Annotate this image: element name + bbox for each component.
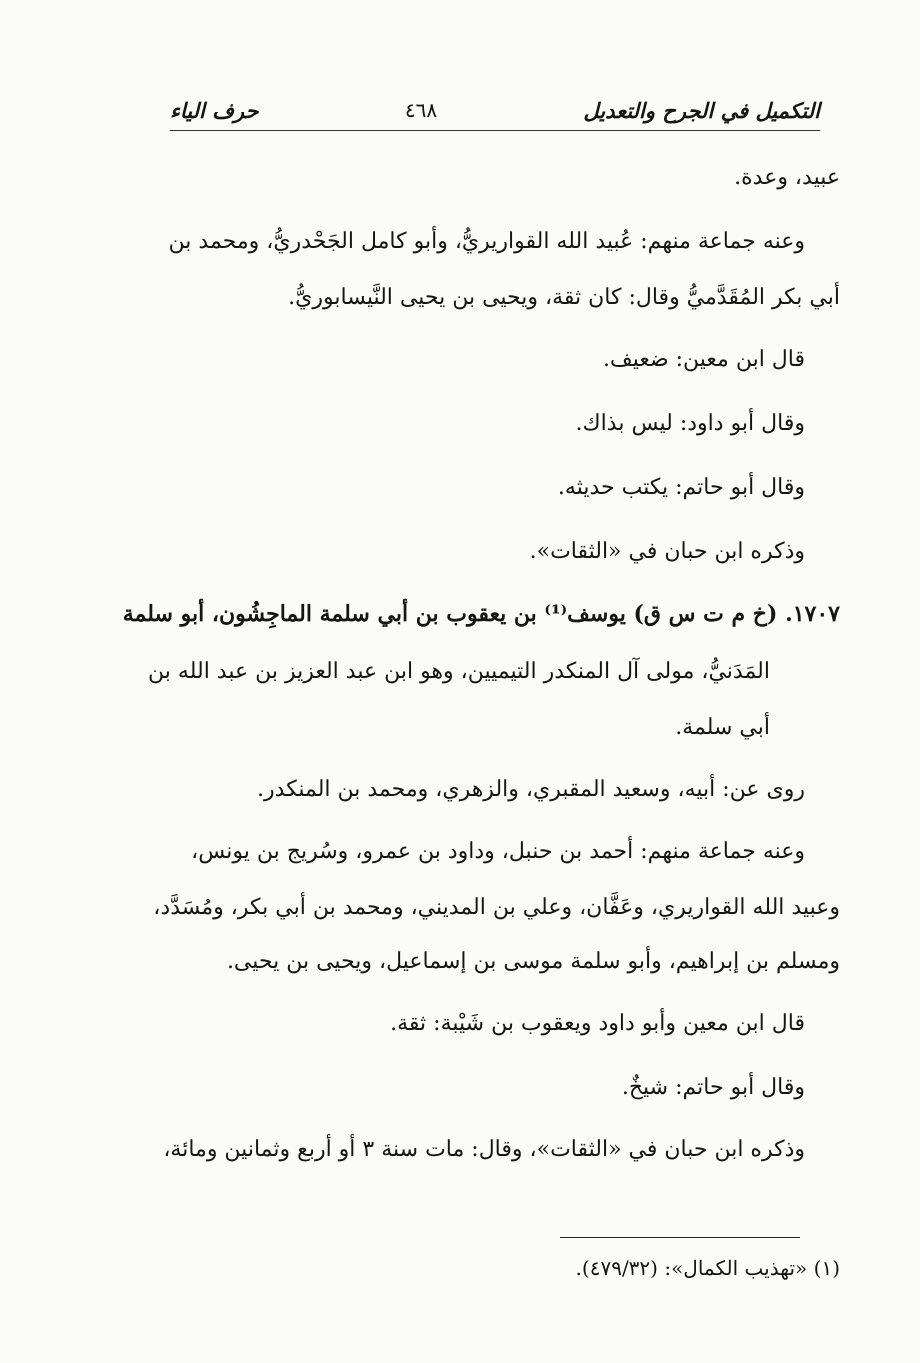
entry-heading: ١٧٠٧. (خ م ت س ق) يوسف⁽¹⁾ بن يعقوب بن أبي سلمة الماجِشُون، أبو سلمة (122, 601, 840, 627)
text-line: وذكره ابن حبان في «الثقات». (529, 539, 805, 564)
footnote: (١) «تهذيب الكمال»: (٤٧٩/٣٢). (575, 1256, 840, 1280)
text-line: روى عن: أبيه، وسعيد المقبري، والزهري، ومحمد بن المنكدر. (257, 777, 805, 802)
text-line: قال ابن معين وأبو داود ويعقوب بن شَيْبة: ثقة. (390, 1011, 805, 1036)
running-header (170, 90, 820, 131)
footnote-divider (560, 1237, 800, 1238)
text-line: وقال أبو حاتم: شيخٌ. (621, 1075, 805, 1100)
text-line: وعنه جماعة منهم: عُبيد الله القواريريُّ، وأبو كامل الجَحْدريُّ، ومحمد بن (168, 229, 805, 254)
text-line: قال ابن معين: ضعيف. (602, 347, 805, 372)
text-line: وعنه جماعة منهم: أحمد بن حنبل، وداود بن عمرو، وسُريج بن يونس، (191, 839, 805, 864)
text-line: وعبيد الله القواريري، وعَفَّان، وعلي بن المديني، ومحمد بن أبي بكر، ومُسَدَّد، (153, 895, 840, 920)
text-line: وقال أبو داود: ليس بذاك. (575, 411, 805, 436)
book-title: التكميل في الجرح والتعديل (583, 97, 820, 123)
text-line: وذكره ابن حبان في «الثقات»، وقال: مات سنة ٣ أو أربع وثمانين ومائة، (163, 1137, 805, 1162)
page-number: ٤٦٨ (404, 98, 438, 122)
text-line: عبيد، وعدة. (734, 165, 840, 190)
text-line: ومسلم بن إبراهيم، وأبو سلمة موسى بن إسماعيل، ويحيى بن يحيى. (226, 949, 840, 974)
text-line: أبي سلمة. (675, 715, 770, 740)
text-line: وقال أبو حاتم: يكتب حديثه. (557, 475, 805, 500)
section-title: حرف الياء (170, 97, 259, 123)
text-line: المَدَنيُّ، مولى آل المنكدر التيميين، وهو ابن عبد العزيز بن عبد الله بن (148, 659, 770, 684)
text-line: أبي بكر المُقَدَّميُّ وقال: كان ثقة، ويحيى بن يحيى النَّيسابوريُّ. (288, 285, 840, 310)
